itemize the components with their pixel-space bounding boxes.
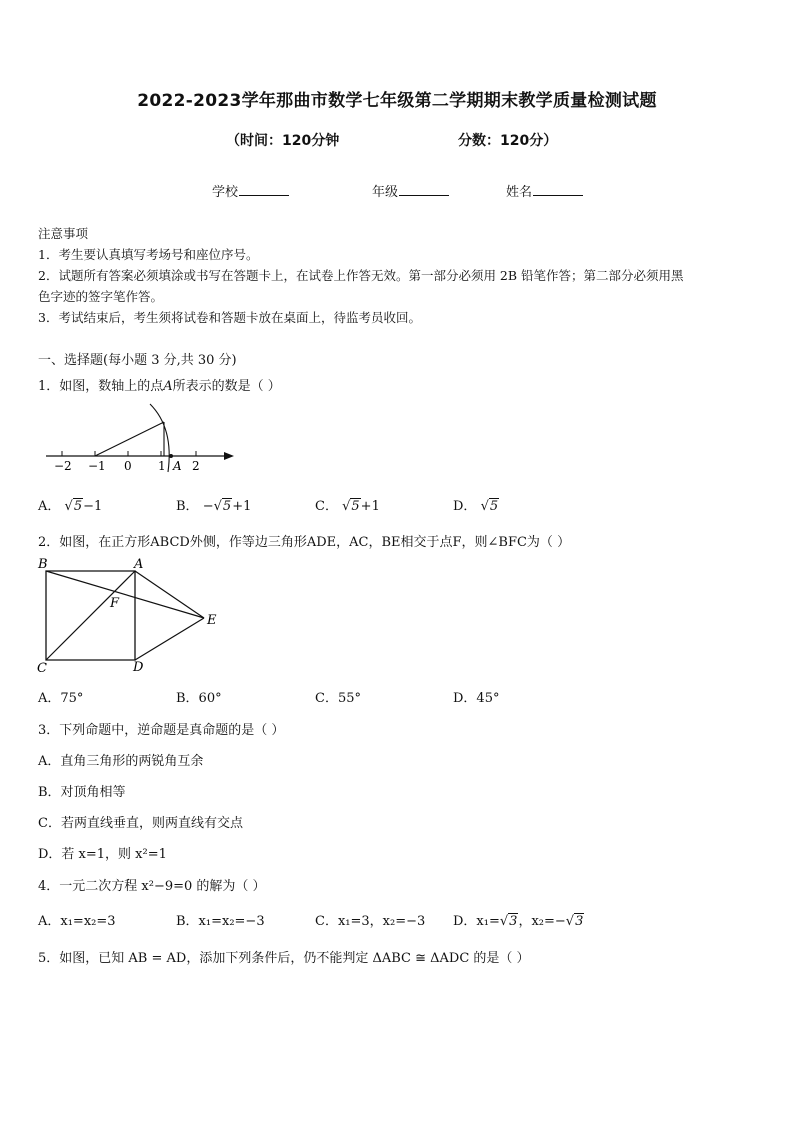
note-item: 3．考试结束后，考生须将试卷和答题卡放在桌面上，待监考员收回。 bbox=[38, 310, 421, 325]
exam-score: 分数：120分） bbox=[458, 133, 558, 149]
hypotenuse-line bbox=[95, 422, 164, 456]
page-title: 2022-2023学年那曲市数学七年级第二学期期末教学质量检测试题 bbox=[137, 91, 657, 111]
q1-option-c[interactable]: C． √5+1 bbox=[315, 499, 380, 514]
vertex-label: F bbox=[110, 596, 120, 611]
tick-label: 1 bbox=[158, 459, 166, 473]
square-triangle-figure bbox=[34, 555, 224, 677]
grade-blank[interactable] bbox=[399, 183, 449, 196]
question-4-stem: 4．一元二次方程 x²−9=0 的解为（ ） bbox=[38, 879, 266, 894]
q4-option-d[interactable]: D．x₁=√3，x₂=−√3 bbox=[453, 914, 584, 929]
q2-option-a[interactable]: A．75° bbox=[38, 691, 84, 706]
tick-label: −2 bbox=[54, 459, 72, 473]
q4-option-b[interactable]: B．x₁=x₂=−3 bbox=[176, 914, 265, 929]
q2-option-d[interactable]: D．45° bbox=[453, 691, 500, 706]
school-blank[interactable] bbox=[239, 183, 289, 196]
question-1-stem: 1．如图，数轴上的点A所表示的数是（ ） bbox=[38, 379, 281, 394]
grade-label: 年级 bbox=[372, 185, 399, 200]
question-5-stem: 5．如图，已知 AB = AD，添加下列条件后，仍不能判定 ΔABC ≅ ΔADC 的是（ ） bbox=[38, 951, 530, 966]
tick-label: −1 bbox=[88, 459, 106, 473]
q3-option-a[interactable]: A．直角三角形的两锐角互余 bbox=[38, 754, 204, 769]
tick-label: 2 bbox=[192, 459, 200, 473]
segment-de bbox=[135, 618, 204, 660]
q2-option-b[interactable]: B．60° bbox=[176, 691, 222, 706]
vertex-label: E bbox=[207, 613, 217, 628]
note-item: 1．考生要认真填写考场号和座位序号。 bbox=[38, 247, 259, 262]
q1-option-a[interactable]: A． √5−1 bbox=[38, 499, 103, 514]
q1-option-d[interactable]: D． √5 bbox=[453, 499, 499, 514]
point-label: A bbox=[173, 459, 182, 473]
note-item: 2．试题所有答案必须填涂或书写在答题卡上，在试卷上作答无效。第一部分必须用 2B 铅笔作答；第二部分必须用黑 bbox=[38, 268, 684, 283]
q3-option-d[interactable]: D．若 x=1，则 x²=1 bbox=[38, 847, 167, 862]
segment-ae bbox=[135, 571, 204, 618]
vertex-label: B bbox=[38, 557, 48, 572]
question-2-stem: 2．如图，在正方形ABCD外侧，作等边三角形ADE，AC，BE相交于点F，则∠BFC为（ ） bbox=[38, 535, 571, 550]
grade-field bbox=[372, 181, 449, 200]
axis-arrow-icon bbox=[224, 452, 234, 460]
notes-heading: 注意事项 bbox=[38, 226, 89, 241]
exam-time: （时间：120分钟 bbox=[226, 133, 340, 149]
vertex-label: C bbox=[37, 661, 47, 676]
school-field bbox=[212, 181, 289, 200]
q4-option-c[interactable]: C．x₁=3，x₂=−3 bbox=[315, 914, 426, 929]
note-item: 色字迹的签字笔作答。 bbox=[38, 289, 164, 304]
name-field bbox=[506, 181, 583, 200]
q3-option-b[interactable]: B．对顶角相等 bbox=[38, 785, 126, 800]
question-3-stem: 3．下列命题中，逆命题是真命题的是（ ） bbox=[38, 723, 285, 738]
vertex-label: A bbox=[134, 557, 144, 572]
q4-option-a[interactable]: A．x₁=x₂=3 bbox=[38, 914, 116, 929]
number-line-figure bbox=[40, 400, 240, 478]
vertex-label: D bbox=[133, 660, 144, 675]
name-label: 姓名 bbox=[506, 185, 533, 200]
point-a bbox=[169, 454, 173, 458]
q1-option-b[interactable]: B． −√5+1 bbox=[176, 499, 252, 514]
segment-be bbox=[46, 571, 204, 618]
name-blank[interactable] bbox=[533, 183, 583, 196]
tick-label: 0 bbox=[124, 459, 132, 473]
school-label: 学校 bbox=[212, 185, 239, 200]
q3-option-c[interactable]: C．若两直线垂直，则两直线有交点 bbox=[38, 816, 243, 831]
q2-option-c[interactable]: C．55° bbox=[315, 691, 361, 706]
section-heading: 一、选择题(每小题 3 分,共 30 分) bbox=[38, 353, 237, 368]
